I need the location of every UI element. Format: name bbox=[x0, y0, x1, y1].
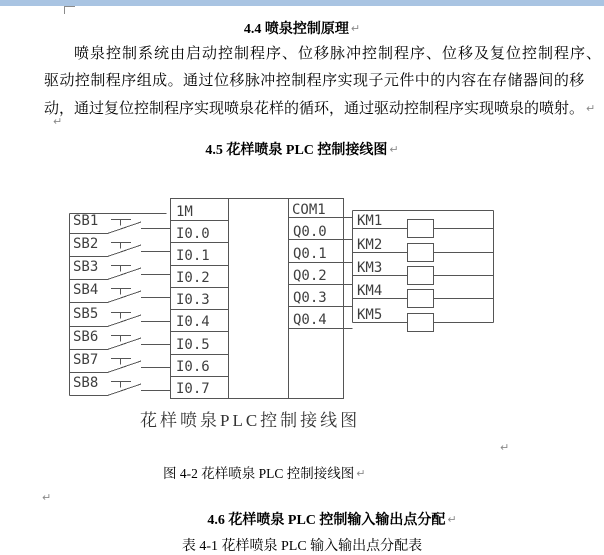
contactor-label: KM5 bbox=[357, 307, 383, 323]
plc-input-label: I0.3 bbox=[176, 292, 210, 308]
pushbutton-label: SB5 bbox=[73, 306, 99, 322]
km2-coil-box bbox=[408, 244, 434, 262]
plc-input-label: I0.5 bbox=[176, 337, 210, 353]
plc-input-label: I0.7 bbox=[176, 381, 210, 397]
plc-input-label: I0.6 bbox=[176, 359, 210, 375]
section-heading-4-4 bbox=[0, 20, 604, 38]
contactor-label: KM3 bbox=[357, 260, 383, 276]
plc-input-label: I0.0 bbox=[176, 226, 210, 242]
empty-paragraph-mark-icon: ↵ bbox=[42, 491, 52, 504]
figure-number-caption-text: 图 4-2 花样喷泉 PLC 控制接线图 bbox=[163, 466, 355, 481]
paragraph-mark-icon: ↵ bbox=[350, 22, 361, 35]
pushbutton-label: SB1 bbox=[73, 213, 99, 229]
window-top-edge bbox=[0, 0, 604, 6]
km4-coil-box bbox=[408, 290, 434, 308]
plc-input-label: I0.4 bbox=[176, 314, 210, 330]
empty-paragraph-mark-icon: ↵ bbox=[53, 115, 63, 128]
plc-input-label: I0.2 bbox=[176, 270, 210, 286]
body-paragraph-line-1: 喷泉控制系统由启动控制程序、位移脉冲控制程序、位移及复位控制程序、 bbox=[74, 46, 603, 62]
plc-body-box bbox=[171, 199, 344, 399]
heading-4-5-text: 4.5 花样喷泉 PLC 控制接线图 bbox=[205, 143, 388, 158]
section-heading-4-6 bbox=[30, 511, 604, 529]
plc-input-label: 1M bbox=[176, 204, 193, 220]
section-heading-4-5 bbox=[0, 141, 604, 159]
plc-output-label: Q0.0 bbox=[293, 224, 327, 240]
plc-output-label: Q0.2 bbox=[293, 268, 327, 284]
km5-coil-box bbox=[408, 314, 434, 332]
plc-output-label: COM1 bbox=[292, 202, 326, 218]
pushbutton-label: SB6 bbox=[73, 329, 99, 345]
heading-4-6-text: 4.6 花样喷泉 PLC 控制输入输出点分配 bbox=[207, 513, 446, 528]
km1-coil-box bbox=[408, 220, 434, 238]
pushbutton-label: SB7 bbox=[73, 352, 99, 368]
plc-output-label: Q0.4 bbox=[293, 312, 327, 328]
km3-coil-box bbox=[408, 267, 434, 285]
body-paragraph-line-2: 驱动控制程序组成。通过位移脉冲控制程序实现子元件中的内容在存储器间的移 bbox=[44, 73, 585, 89]
figure-number-caption bbox=[163, 462, 365, 482]
figure-inner-caption: 花样喷泉PLC控制接线图 bbox=[140, 411, 361, 430]
pushbutton-label: SB8 bbox=[73, 375, 99, 391]
clipped-next-line: 表 4-1 花样喷泉 PLC 输入输出点分配表 bbox=[181, 539, 423, 554]
pushbutton-label: SB3 bbox=[73, 259, 99, 275]
paragraph-mark-icon: ↵ bbox=[586, 102, 596, 115]
contactor-label: KM4 bbox=[357, 283, 383, 299]
plc-input-label: I0.1 bbox=[176, 248, 210, 264]
paragraph-mark-icon: ↵ bbox=[447, 513, 457, 526]
body-paragraph-line-3-text: 动，通过复位控制程序实现喷泉花样的循环，通过驱动控制程序实现喷泉的喷射。 bbox=[44, 101, 585, 117]
pushbutton-label: SB2 bbox=[73, 236, 99, 252]
paragraph-mark-icon: ↵ bbox=[356, 467, 366, 480]
body-paragraph-line-3 bbox=[44, 100, 595, 118]
plc-output-label: Q0.1 bbox=[293, 246, 327, 262]
contactor-label: KM1 bbox=[357, 213, 383, 229]
plc-output-label: Q0.3 bbox=[293, 290, 327, 306]
pushbutton-label: SB4 bbox=[73, 282, 99, 298]
text-boundary-corner-mark bbox=[64, 6, 75, 14]
paragraph-mark-icon: ↵ bbox=[389, 143, 399, 156]
diagram-lines bbox=[70, 199, 494, 399]
contactor-label: KM2 bbox=[357, 237, 383, 253]
heading-4-4-text: 4.4 喷泉控制原理 bbox=[243, 22, 349, 37]
figure-paragraph-mark-icon: ↵ bbox=[500, 441, 510, 454]
